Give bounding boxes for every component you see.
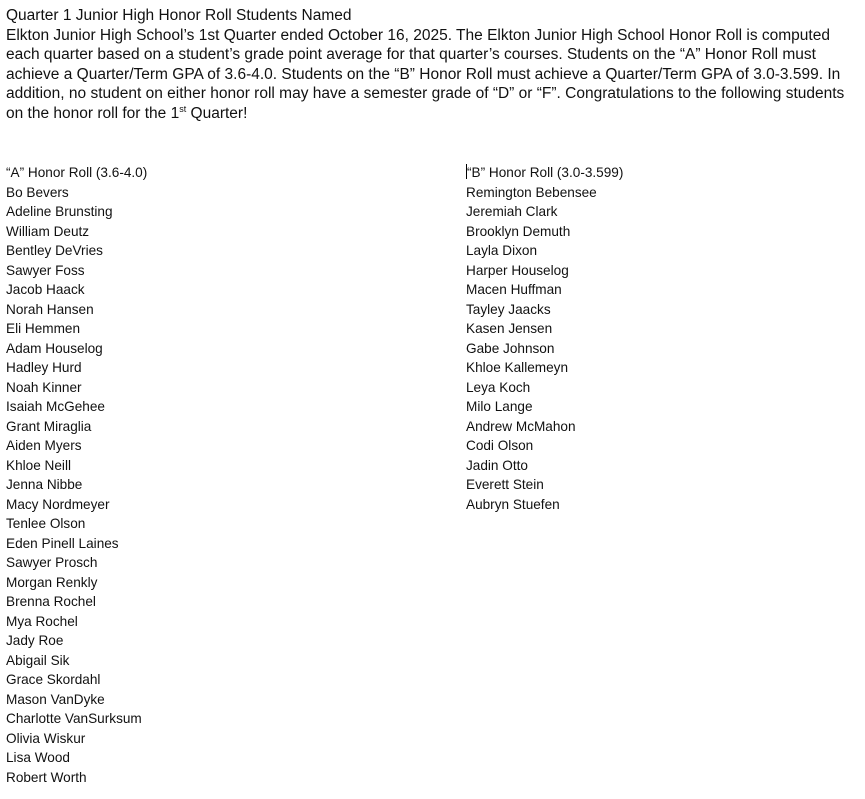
- intro-text: Elkton Junior High School’s 1st Quarter ended October 16, 2025. The Elkton Junior High School Honor Roll is computed each quarter based on a student’s grade point average for that quarter’s courses. Students on the “A” Honor Roll must achieve a Quarter/Term GPA of 3.6-4.0. Students on the “B” Honor Roll must achieve a Quarter/Term GPA of 3.0-3.599. In addition, no student on either honor roll may have a semester grade of “D” or “F”. Congratulations to the following students on the honor roll for the 1: [6, 26, 845, 122]
- student-name: Aiden Myers: [6, 438, 82, 453]
- a-honor-roll-column: [6, 163, 147, 787]
- b-honor-roll-title-line: [466, 163, 623, 183]
- b-honor-roll-title: “B” Honor Roll (3.0-3.599): [467, 165, 624, 180]
- student-name: Layla Dixon: [466, 243, 538, 258]
- document-heading: Quarter 1 Junior High Honor Roll Students Named: [6, 7, 352, 24]
- intro-superscript: st: [179, 103, 187, 114]
- b-honor-roll-list: [466, 183, 623, 515]
- student-name: Brooklyn Demuth: [466, 223, 571, 239]
- student-name: Macen Huffman: [466, 282, 562, 297]
- b-honor-roll-column: [466, 163, 623, 514]
- student-name: Norah Hansen: [6, 301, 94, 317]
- student-name: Charlotte VanSurksum: [6, 711, 142, 726]
- student-name: Sawyer Foss: [6, 262, 85, 278]
- student-name: Andrew McMahon: [466, 418, 576, 434]
- student-name: Jadin Otto: [466, 457, 528, 473]
- student-name: Noah Kinner: [6, 379, 82, 395]
- student-name: Isaiah McGehee: [6, 399, 105, 414]
- student-name: Everett Stein: [466, 477, 544, 492]
- student-name: Bo Bevers: [6, 184, 69, 200]
- student-name: Aubryn Stuefen: [466, 496, 560, 512]
- student-name: Olivia Wiskur: [6, 730, 86, 746]
- student-name: Codi Olson: [466, 438, 534, 453]
- student-name: William Deutz: [6, 223, 90, 239]
- student-name: Grant Miraglia: [6, 418, 92, 434]
- student-name: Mason VanDyke: [6, 691, 105, 707]
- student-name: Tayley Jaacks: [466, 301, 551, 317]
- student-name: Mya Rochel: [6, 613, 78, 629]
- student-name: Adam Houselog: [6, 340, 103, 356]
- student-name: Grace Skordahl: [6, 672, 101, 687]
- student-name: Harper Houselog: [466, 262, 569, 278]
- student-name: Eli Hemmen: [6, 321, 81, 336]
- student-name: Khloe Kallemeyn: [466, 360, 569, 375]
- student-name: Abigail Sik: [6, 652, 70, 668]
- student-name: Tenlee Olson: [6, 516, 86, 531]
- student-name: Adeline Brunsting: [6, 204, 113, 219]
- student-name: Kasen Jensen: [466, 321, 553, 336]
- student-name: Jady Roe: [6, 633, 64, 648]
- student-name: Milo Lange: [466, 399, 533, 414]
- intro-text-end: Quarter!: [186, 104, 248, 122]
- student-name: Remington Bebensee: [466, 184, 597, 200]
- student-name: Macy Nordmeyer: [6, 496, 110, 512]
- student-name: Brenna Rochel: [6, 594, 96, 609]
- student-name: Morgan Renkly: [6, 574, 98, 590]
- student-name: Jenna Nibbe: [6, 477, 83, 492]
- student-name: Sawyer Prosch: [6, 555, 98, 570]
- student-name: Robert Worth: [6, 769, 87, 785]
- student-name: Leya Koch: [466, 379, 531, 395]
- intro-paragraph: [6, 26, 858, 124]
- a-honor-roll-title: “A” Honor Roll (3.6-4.0): [6, 165, 148, 180]
- student-name: Eden Pinell Laines: [6, 535, 119, 551]
- student-name: Jeremiah Clark: [466, 204, 558, 219]
- student-name: Jacob Haack: [6, 282, 85, 297]
- student-name: Bentley DeVries: [6, 243, 103, 258]
- a-honor-roll-list: [6, 183, 147, 788]
- honor-roll-columns: [6, 163, 858, 793]
- document-body[interactable]: [6, 6, 858, 785]
- student-name: Lisa Wood: [6, 750, 70, 765]
- student-name: Khloe Neill: [6, 457, 71, 473]
- student-name: Hadley Hurd: [6, 360, 82, 375]
- student-name: Gabe Johnson: [466, 340, 555, 356]
